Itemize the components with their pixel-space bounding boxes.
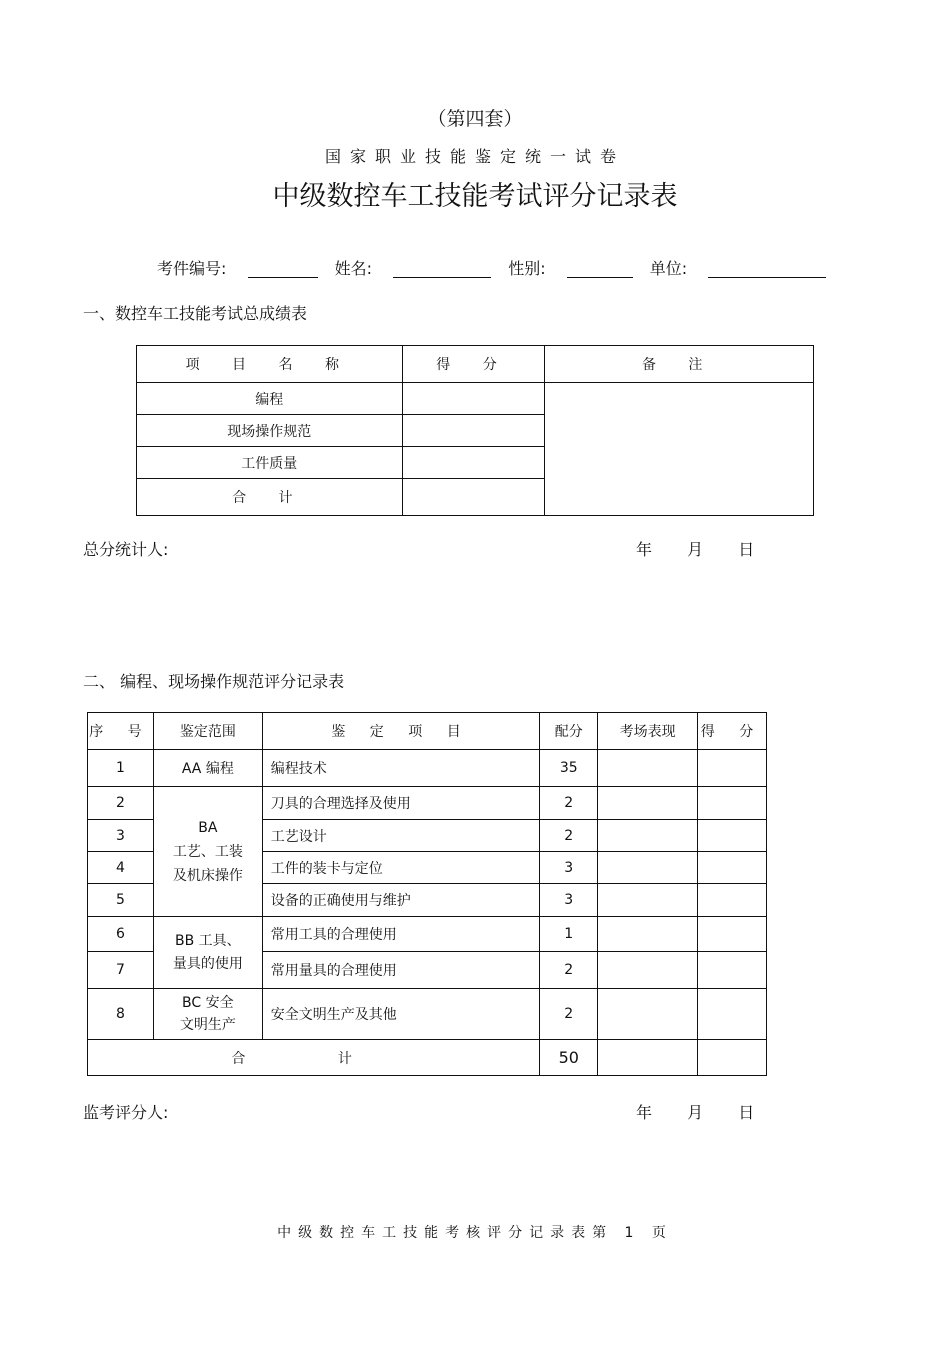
month-label: 月 <box>687 1103 704 1122</box>
set-label: （第四套） <box>427 108 523 130</box>
performance-cell[interactable] <box>598 820 698 852</box>
row-no: 2 <box>88 787 154 820</box>
col-header-no: 序 号 <box>88 713 154 750</box>
row-no: 4 <box>88 852 154 884</box>
score-cell[interactable] <box>698 820 767 852</box>
score-cell[interactable] <box>698 750 767 787</box>
col-header-score: 得 分 <box>698 713 767 750</box>
row-workpiece: 工件质量 <box>137 447 403 479</box>
row-no: 5 <box>88 884 154 917</box>
performance-cell[interactable] <box>598 852 698 884</box>
col-header-performance: 考场表现 <box>598 713 698 750</box>
row-no: 6 <box>88 917 154 952</box>
exam-name: 国家职业技能鉴定统一试卷 <box>324 147 625 166</box>
day-label: 日 <box>738 1103 755 1122</box>
performance-cell[interactable] <box>598 989 698 1040</box>
row-total: 合 计 <box>137 479 403 516</box>
table-row <box>88 917 767 952</box>
scope-bc-line: BC 安全 <box>182 995 234 1011</box>
total-points: 50 <box>540 1040 598 1076</box>
row-no: 8 <box>88 989 154 1040</box>
scope-aa: AA 编程 <box>153 750 262 787</box>
name-blank[interactable] <box>393 259 491 278</box>
item-text: 编程技术 <box>262 750 540 787</box>
score-cell[interactable] <box>698 852 767 884</box>
col-header-item: 鉴 定 项 目 <box>262 713 540 750</box>
grader-label: 监考评分人: <box>83 1103 169 1122</box>
item-text: 工艺设计 <box>262 820 540 852</box>
row-operation: 现场操作规范 <box>137 415 403 447</box>
score-cell[interactable] <box>402 479 545 516</box>
exam-no-blank[interactable] <box>248 259 318 278</box>
points-value: 3 <box>540 852 598 884</box>
scope-bb-line: BB 工具、 <box>175 932 241 949</box>
item-text: 设备的正确使用与维护 <box>262 884 540 917</box>
year-label: 年 <box>636 540 653 559</box>
scope-bb-line: 量具的使用 <box>172 955 243 972</box>
row-programming: 编程 <box>137 383 403 415</box>
page-title: 中级数控车工技能考试评分记录表 <box>272 181 678 212</box>
unit-label: 单位: <box>649 259 688 278</box>
score-cell[interactable] <box>402 415 545 447</box>
performance-cell[interactable] <box>598 884 698 917</box>
col-header-score: 得 分 <box>402 346 545 383</box>
scope-bc <box>153 989 262 1040</box>
score-cell[interactable] <box>698 884 767 917</box>
candidate-info-line <box>157 256 826 279</box>
total-row <box>88 1040 767 1076</box>
month-label: 月 <box>687 540 704 559</box>
item-text: 常用量具的合理使用 <box>262 952 540 989</box>
table-row <box>88 750 767 787</box>
section2-title: 二、 编程、现场操作规范评分记录表 <box>83 672 345 691</box>
score-cell[interactable] <box>698 917 767 952</box>
item-text: 刀具的合理选择及使用 <box>262 787 540 820</box>
year-label: 年 <box>636 1103 653 1122</box>
scope-ba <box>153 787 262 917</box>
performance-cell[interactable] <box>598 952 698 989</box>
row-no: 3 <box>88 820 154 852</box>
item-text: 工件的装卡与定位 <box>262 852 540 884</box>
date-line-2 <box>636 1100 754 1123</box>
day-label: 日 <box>738 540 755 559</box>
exam-no-label: 考件编号: <box>157 259 227 278</box>
gender-blank[interactable] <box>567 259 633 278</box>
table-row <box>88 989 767 1040</box>
points-value: 2 <box>540 787 598 820</box>
section1-title: 一、数控车工技能考试总成绩表 <box>83 304 308 323</box>
scope-bb <box>153 917 262 989</box>
performance-cell[interactable] <box>598 750 698 787</box>
points-value: 3 <box>540 884 598 917</box>
score-cell[interactable] <box>698 787 767 820</box>
page-footer: 中级数控车工技能考核评分记录表第 1 页 <box>277 1225 673 1241</box>
remark-cell[interactable] <box>545 383 814 516</box>
points-value: 35 <box>540 750 598 787</box>
points-value: 2 <box>540 989 598 1040</box>
performance-cell[interactable] <box>598 787 698 820</box>
scope-ba-line: 工艺、工装 <box>172 843 243 860</box>
scope-ba-line: 及机床操作 <box>172 867 243 884</box>
points-value: 2 <box>540 820 598 852</box>
total-label: 合 计 <box>88 1040 540 1076</box>
score-cell[interactable] <box>698 952 767 989</box>
item-text: 安全文明生产及其他 <box>262 989 540 1040</box>
total-score-table <box>136 345 814 516</box>
points-value: 1 <box>540 917 598 952</box>
score-cell[interactable] <box>402 447 545 479</box>
col-header-scope: 鉴定范围 <box>153 713 262 750</box>
table-row <box>88 787 767 820</box>
score-cell[interactable] <box>698 989 767 1040</box>
date-line-1 <box>636 537 754 560</box>
item-text: 常用工具的合理使用 <box>262 917 540 952</box>
scope-bc-line: 文明生产 <box>179 1017 236 1033</box>
scope-ba-line: BA <box>198 819 218 836</box>
col-header-points: 配分 <box>540 713 598 750</box>
grading-table <box>87 712 767 1076</box>
performance-cell[interactable] <box>598 1040 698 1076</box>
stat-person-label: 总分统计人: <box>83 540 169 559</box>
col-header-remark: 备 注 <box>545 346 814 383</box>
name-label: 姓名: <box>334 259 372 278</box>
col-header-item: 项 目 名 称 <box>137 346 403 383</box>
unit-blank[interactable] <box>708 259 826 278</box>
points-value: 2 <box>540 952 598 989</box>
gender-label: 性别: <box>508 259 546 278</box>
score-cell[interactable] <box>402 383 545 415</box>
row-no: 7 <box>88 952 154 989</box>
row-no: 1 <box>88 750 154 787</box>
performance-cell[interactable] <box>598 917 698 952</box>
score-cell[interactable] <box>698 1040 767 1076</box>
